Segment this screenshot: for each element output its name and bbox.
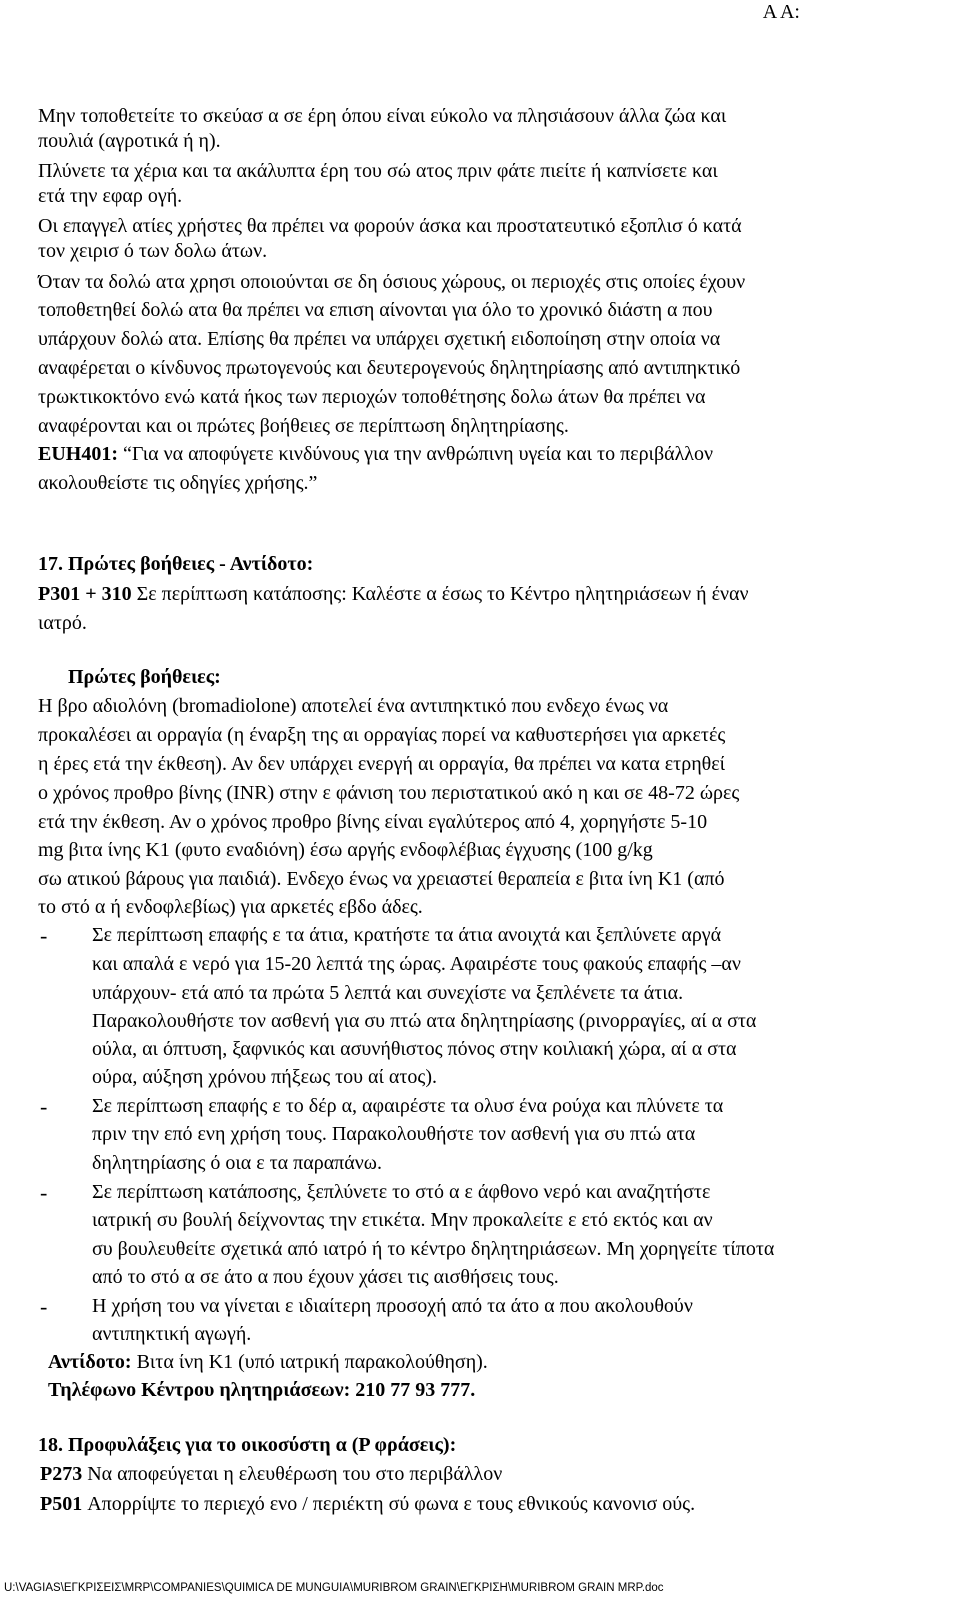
text-line: τοποθετηθεί δολώ ατα θα πρέπει να επιση αίνονται για όλο το χρονικό διάστη α που [38,299,713,321]
bullet-line: Σε περίπτωση κατάποσης, ξεπλύνετε το στό α ε άφθονο νερό και αναζητήστε [92,1181,711,1203]
p501-statement [40,1492,938,1517]
bullet-line: αντιπηκτική αγωγή. [92,1323,252,1345]
bullet-marker: - [40,1294,48,1319]
p301-code: P301 + 310 [38,583,132,605]
text-line: Οι επαγγελ ατίες χρήστες θα πρέπει να φορούν άσκα και προστατευτικό εξοπλισ ό κατά [38,215,742,237]
bullet-line: πριν την επό ενη χρήση τους. Παρακολουθήστε τον ασθενή για συ πτώ ατα [92,1123,696,1145]
text-line: υπάρχουν δολώ ατα. Επίσης θα πρέπει να υπάρχει σχετική ειδοποίηση στην οποία να [38,328,721,350]
text-line: Η βρο αδιολόνη (bromadiolone) αποτελεί ένα αντιπηκτικό που ενδεχο ένως να [38,695,669,717]
antidote-line [48,1350,946,1375]
text-line: mg βιτα ίνης Κ1 (φυτο εναδιόνη) έσω αργής ενδοφλέβιας έγχυσης (100 g/kg [38,839,653,861]
text-line: ιατρό. [38,612,87,634]
antidote-label: Αντίδοτο: [48,1351,132,1373]
text-line: το στό α ή ενδοφλεβίως) για αρκετές εβδο άδες. [38,896,423,918]
file-path-footer: U:\VAGIAS\ΕΓΚΡΙΣΕΙΣ\MRP\COMPANIES\QUIMICA DE MUNGUIA\MURIBROM GRAIN\ΕΓΚΡΙΣΗ\MURIBROM GRAIN MRP.doc [4,1582,664,1594]
bullet-line: και απαλά ε νερό για 15-20 λεπτά της ώρας. Αφαιρέστε τους φακούς επαφής –αν [92,953,741,975]
text-line: σω ατικού βάρους για παιδιά). Ενδεχο ένως να χρειαστεί θεραπεία ε βιτα ίνη Κ1 (από [38,868,725,890]
text-line: ετά την έκθεση. Αν ο χρόνος προθρο βίνης είναι εγαλύτερος από 4, χορηγήστε 5-10 [38,811,708,833]
text-line: αναφέρεται ο κίνδυνος πρωτογενούς και δευτερογενούς δηλητηρίασης από αντιπηκτικό [38,357,741,379]
poison-center-phone: Τηλέφωνο Κέντρου ηλητηριάσεων: 210 77 93 777. [48,1379,476,1401]
bullet-line: Παρακολουθήστε τον ασθενή για συ πτώ ατα δηλητηρίασης (ρινορραγίες, αί α στα [92,1010,757,1032]
page-header: Α Α: [762,1,800,23]
p501-code: P501 [40,1493,83,1515]
bullet-line: δηλητηρίασης ό οια ε τα παραπάνω. [92,1152,382,1174]
antidote-text: Βιτα ίνη Κ1 (υπό ιατρική παρακολούθηση). [136,1351,488,1373]
text-line: πουλιά (αγροτικά ή η). [38,130,221,152]
text-line: αναφέρονται και οι πρώτες βοήθειες σε περίπτωση δηλητηρίασης. [38,415,569,437]
first-aid-label: Πρώτες βοήθειες: [68,666,221,688]
euh401-statement [38,442,936,467]
p301-statement [38,582,936,607]
bullet-line: συ βουλευθείτε σχετικά από ιατρό ή το κέντρο δηλητηριάσεων. Μη χορηγείτε τίποτα [92,1238,775,1260]
text-line: Πλύνετε τα χέρια και τα ακάλυπτα έρη του σώ ατος πριν φάτε πιείτε ή καπνίσετε και [38,160,718,182]
bullet-line: Σε περίπτωση επαφής ε το δέρ α, αφαιρέστε τα ολυσ ένα ρούχα και πλύνετε τα [92,1095,724,1117]
bullet-marker: - [40,1094,48,1119]
euh401-code: EUH401: [38,443,118,465]
bullet-line: ιατρική συ βουλή δείχνοντας την ετικέτα. Μην προκαλείτε ε ετό εκτός και αν [92,1209,713,1231]
bullet-line: Η χρήση του να γίνεται ε ιδιαίτερη προσοχή από τα άτο α που ακολουθούν [92,1295,693,1317]
text-line: τρωκτικοκτόνο ενώ κατά ήκος των περιοχών τοποθέτησης δολω άτων θα πρέπει να [38,386,706,408]
bullet-line: από το στό α σε άτο α που έχουν χάσει τις αισθήσεις τους. [92,1266,559,1288]
p273-code: P273 [40,1463,83,1485]
text-line: η έρες ετά την έκθεση). Αν δεν υπάρχει ενεργή αι ορραγία, θα πρέπει να κατα ετρηθεί [38,753,726,775]
bullet-line: ούλα, αι όπτυση, ξαφνικός και ασυνήθιστος πόνος στην κοιλιακή χώρα, αί α στα [92,1038,737,1060]
text-line: ετά την εφαρ ογή. [38,185,183,207]
text-line: ακολουθείστε τις οδηγίες χρήσης.” [38,472,318,494]
section-17-heading: 17. Πρώτες βοήθειες - Αντίδοτο: [38,553,314,575]
p301-text: Σε περίπτωση κατάποσης: Καλέστε α έσως το Κέντρο ηλητηριάσεων ή έναν [136,583,749,605]
bullet-marker: - [40,923,48,948]
bullet-line: ούρα, αύξηση χρόνου πήξεως του αί ατος). [92,1066,438,1088]
p273-statement [40,1462,938,1487]
text-line: Μην τοποθετείτε το σκεύασ α σε έρη όπου είναι εύκολο να πλησιάσουν άλλα ζώα και [38,105,727,127]
p501-text: Απορρίψτε το περιεχό ενο / περιέκτη σύ φωνα ε τους εθνικούς κανονισ ούς. [87,1493,696,1515]
text-line: ο χρόνος προθρο βίνης (INR) στην ε φάνιση του περιστατικού ακό η και σε 48-72 ώρες [38,782,740,804]
bullet-line: υπάρχουν- ετά από τα πρώτα 5 λεπτά και συνεχίστε να ξεπλένετε τα άτια. [92,982,684,1004]
section-18-heading: 18. Προφυλάξεις για το οικοσύστη α (P φράσεις): [38,1434,457,1456]
bullet-line: Σε περίπτωση επαφής ε τα άτια, κρατήστε τα άτια ανοιχτά και ξεπλύνετε αργά [92,924,722,946]
text-line: τον χειρισ ό των δολω άτων. [38,240,268,262]
p273-text: Να αποφεύγεται η ελευθέρωση του στο περιβάλλον [87,1463,503,1485]
text-line: προκαλέσει αι ορραγία (η έναρξη της αι ορραγίας πορεί να καθυστερήσει για αρκετές [38,724,726,746]
bullet-marker: - [40,1180,48,1205]
text-line: Όταν τα δολώ ατα χρησι οποιούνται σε δη όσιους χώρους, οι περιοχές στις οποίες έχουν [38,271,746,293]
euh401-text: “Για να αποφύγετε κινδύνους για την ανθρώπινη υγεία και το περιβάλλον [123,443,714,465]
